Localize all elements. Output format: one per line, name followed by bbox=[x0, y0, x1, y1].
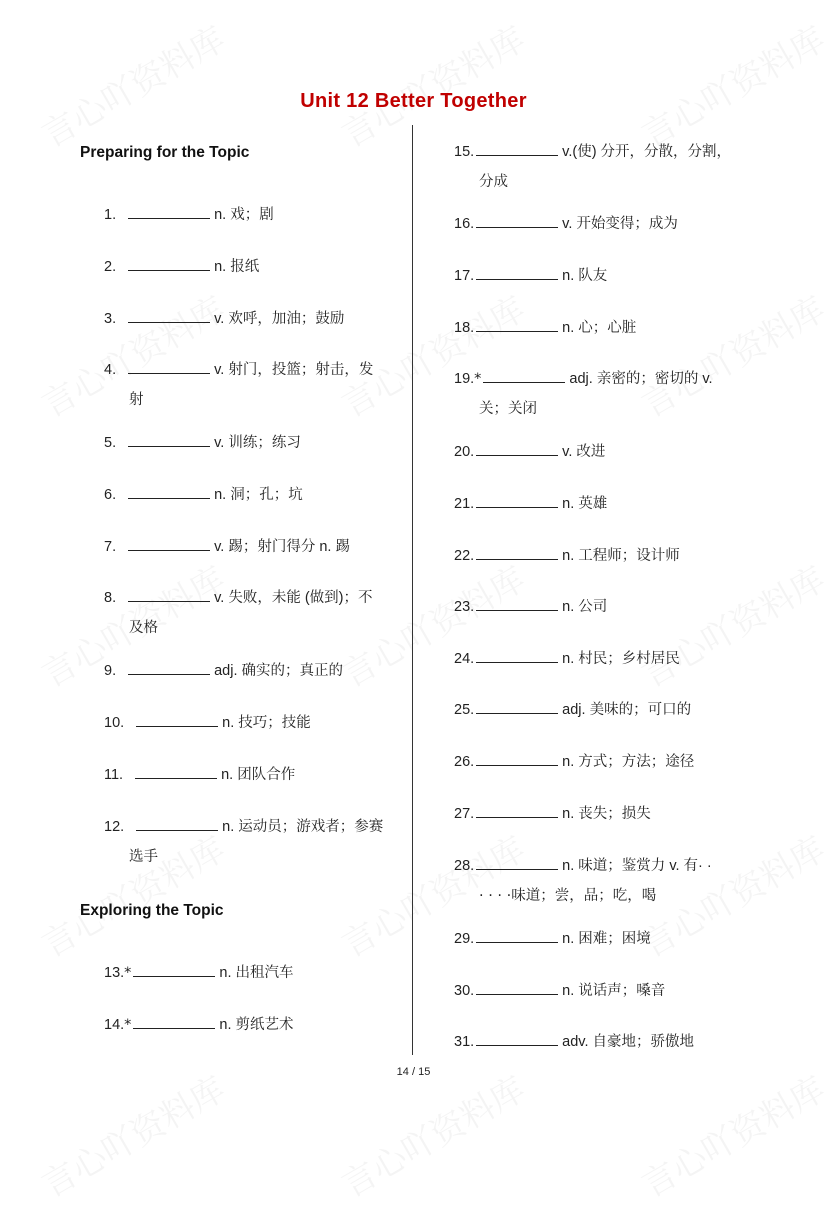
vocab-item bbox=[454, 648, 680, 669]
vocab-item bbox=[454, 141, 731, 162]
item-meaning: n. 报纸 bbox=[214, 259, 260, 275]
item-number: 15. bbox=[454, 144, 475, 160]
watermark-text bbox=[631, 12, 827, 156]
vocab-item bbox=[454, 699, 691, 720]
item-meaning: v. 失败，未能 (做到)；不 bbox=[214, 590, 373, 606]
item-meaning: n. 团队合作 bbox=[221, 767, 296, 783]
answer-blank[interactable] bbox=[136, 816, 218, 831]
vocab-item bbox=[104, 660, 343, 681]
item-number: 14. bbox=[104, 1017, 125, 1033]
item-meaning: n. 技巧；技能 bbox=[222, 715, 311, 731]
vocab-item bbox=[104, 962, 294, 983]
item-meaning: adv. 自豪地；骄傲地 bbox=[562, 1034, 695, 1050]
item-meaning: n. 剪纸艺术 bbox=[219, 1017, 294, 1033]
item-number: 5. bbox=[104, 435, 117, 451]
item-meaning: adj. 亲密的；密切的 v. bbox=[569, 371, 713, 387]
item-meaning: n. 运动员；游戏者；参赛 bbox=[222, 819, 384, 835]
answer-blank[interactable] bbox=[476, 855, 558, 870]
answer-blank[interactable] bbox=[128, 204, 210, 219]
item-number: 20. bbox=[454, 444, 475, 460]
section-heading-preparing: Preparing for the Topic bbox=[80, 144, 250, 161]
item-meaning-continued: 及格 bbox=[129, 620, 158, 636]
watermark-text bbox=[331, 552, 532, 696]
answer-blank[interactable] bbox=[476, 648, 558, 663]
answer-blank[interactable] bbox=[128, 536, 210, 551]
vocab-item bbox=[454, 317, 636, 338]
vocab-item bbox=[454, 980, 665, 1001]
item-number: 10. bbox=[104, 715, 125, 731]
item-meaning: v. 踢；射门得分 n. 踢 bbox=[214, 539, 350, 555]
item-number: 7. bbox=[104, 539, 117, 555]
vocab-item bbox=[104, 536, 350, 557]
item-number: 22. bbox=[454, 548, 475, 564]
vocab-item bbox=[454, 596, 607, 617]
item-number: 11. bbox=[104, 767, 124, 783]
item-meaning: v. 训练；练习 bbox=[214, 435, 301, 451]
answer-blank[interactable] bbox=[136, 712, 218, 727]
vocab-item bbox=[104, 816, 383, 837]
section-heading-exploring: Exploring the Topic bbox=[80, 902, 224, 919]
vocab-item bbox=[104, 712, 311, 733]
item-number: 30. bbox=[454, 983, 475, 999]
answer-blank[interactable] bbox=[476, 803, 558, 818]
item-number: 27. bbox=[454, 806, 475, 822]
watermark-text bbox=[631, 822, 827, 966]
item-number: 18. bbox=[454, 320, 475, 336]
vocab-item bbox=[104, 256, 259, 277]
watermark-text bbox=[331, 12, 532, 156]
item-meaning: v. 改进 bbox=[562, 444, 606, 460]
item-meaning: adj. 确实的；真正的 bbox=[214, 663, 344, 679]
answer-blank[interactable] bbox=[128, 660, 210, 675]
item-meaning: n. 丧失；损失 bbox=[562, 806, 651, 822]
item-meaning-continued: 射 bbox=[129, 392, 144, 408]
vocab-item bbox=[454, 493, 607, 514]
item-number: 6. bbox=[104, 487, 117, 503]
vocab-item bbox=[104, 764, 295, 785]
item-number: 19. bbox=[454, 371, 475, 387]
item-star: * bbox=[124, 965, 132, 981]
watermark-text bbox=[631, 552, 827, 696]
item-star: * bbox=[124, 1017, 132, 1033]
item-meaning: v. 射门，投篮；射击，发 bbox=[214, 362, 374, 378]
vocab-item bbox=[104, 359, 373, 380]
watermark-text bbox=[631, 282, 827, 426]
vocab-item bbox=[454, 265, 607, 286]
vocab-item bbox=[454, 855, 712, 876]
item-meaning: n. 村民；乡村居民 bbox=[562, 651, 680, 667]
answer-blank[interactable] bbox=[133, 962, 215, 977]
item-number: 24. bbox=[454, 651, 475, 667]
item-meaning: n. 洞；孔；坑 bbox=[214, 487, 303, 503]
item-meaning-continued: 分成 bbox=[479, 174, 508, 190]
item-number: 29. bbox=[454, 931, 475, 947]
answer-blank[interactable] bbox=[476, 213, 558, 228]
item-meaning: n. 公司 bbox=[562, 599, 608, 615]
item-meaning: n. 困难；困境 bbox=[562, 931, 651, 947]
item-number: 13. bbox=[104, 965, 125, 981]
page-number: 14 / 15 bbox=[396, 1066, 431, 1078]
item-number: 8. bbox=[104, 590, 117, 606]
answer-blank[interactable] bbox=[476, 1031, 558, 1046]
vocab-item bbox=[104, 432, 301, 453]
item-meaning-continued: · · · ·味道；尝，品；吃，喝 bbox=[479, 888, 657, 904]
item-meaning-continued: 关；关闭 bbox=[479, 401, 537, 417]
item-number: 3. bbox=[104, 311, 117, 327]
item-number: 28. bbox=[454, 858, 475, 874]
answer-blank[interactable] bbox=[476, 545, 558, 560]
page-title: Unit 12 Better Together bbox=[300, 90, 527, 112]
item-number: 31. bbox=[454, 1034, 475, 1050]
item-number: 26. bbox=[454, 754, 475, 770]
item-number: 17. bbox=[454, 268, 475, 284]
vocab-item bbox=[104, 204, 274, 225]
vocab-item bbox=[454, 368, 713, 389]
item-meaning: n. 方式；方法；途径 bbox=[562, 754, 695, 770]
answer-blank[interactable] bbox=[128, 308, 210, 323]
answer-blank[interactable] bbox=[135, 764, 217, 779]
item-meaning: n. 心；心脏 bbox=[562, 320, 637, 336]
vocab-item bbox=[454, 213, 678, 234]
answer-blank[interactable] bbox=[476, 928, 558, 943]
item-meaning: v.(使) 分开，分散，分割， bbox=[562, 144, 732, 160]
watermark-text bbox=[31, 12, 232, 156]
column-divider bbox=[412, 125, 413, 1055]
watermark-text bbox=[631, 1062, 827, 1206]
item-number: 9. bbox=[104, 663, 117, 679]
vocab-item bbox=[104, 308, 344, 329]
answer-blank[interactable] bbox=[128, 587, 210, 602]
answer-blank[interactable] bbox=[476, 493, 558, 508]
answer-blank[interactable] bbox=[128, 432, 210, 447]
vocab-item bbox=[454, 803, 651, 824]
watermark-text bbox=[331, 1062, 532, 1206]
answer-blank[interactable] bbox=[128, 256, 210, 271]
answer-blank[interactable] bbox=[476, 317, 558, 332]
item-meaning: n. 戏；剧 bbox=[214, 207, 274, 223]
item-number: 12. bbox=[104, 819, 125, 835]
item-meaning: n. 说话声；嗓音 bbox=[562, 983, 666, 999]
item-meaning: n. 工程师；设计师 bbox=[562, 548, 680, 564]
item-meaning: adj. 美味的；可口的 bbox=[562, 702, 692, 718]
vocab-item bbox=[454, 751, 694, 772]
answer-blank[interactable] bbox=[476, 141, 558, 156]
item-meaning-continued: 选手 bbox=[129, 849, 158, 865]
vocab-item bbox=[454, 545, 680, 566]
item-meaning: n. 出租汽车 bbox=[219, 965, 294, 981]
vocab-item bbox=[104, 587, 373, 608]
answer-blank[interactable] bbox=[476, 980, 558, 995]
item-meaning: v. 欢呼，加油；鼓励 bbox=[214, 311, 345, 327]
item-number: 2. bbox=[104, 259, 117, 275]
answer-blank[interactable] bbox=[483, 368, 565, 383]
answer-blank[interactable] bbox=[476, 751, 558, 766]
answer-blank[interactable] bbox=[133, 1014, 215, 1029]
item-meaning: n. 队友 bbox=[562, 268, 608, 284]
answer-blank[interactable] bbox=[128, 484, 210, 499]
item-meaning: n. 味道；鉴赏力 v. 有· · bbox=[562, 858, 712, 874]
item-meaning: n. 英雄 bbox=[562, 496, 608, 512]
item-number: 25. bbox=[454, 702, 475, 718]
item-number: 21. bbox=[454, 496, 475, 512]
item-number: 1. bbox=[104, 207, 117, 223]
vocab-item bbox=[454, 1031, 694, 1052]
item-meaning: v. 开始变得；成为 bbox=[562, 216, 678, 232]
watermark-text bbox=[31, 1062, 232, 1206]
vocab-item bbox=[454, 441, 605, 462]
item-number: 4. bbox=[104, 362, 117, 378]
answer-blank[interactable] bbox=[128, 359, 210, 374]
watermark-text bbox=[31, 822, 232, 966]
answer-blank[interactable] bbox=[476, 441, 558, 456]
item-star: * bbox=[474, 371, 482, 387]
item-number: 16. bbox=[454, 216, 475, 232]
vocab-item bbox=[104, 1014, 294, 1035]
vocab-item bbox=[104, 484, 303, 505]
answer-blank[interactable] bbox=[476, 596, 558, 611]
answer-blank[interactable] bbox=[476, 699, 558, 714]
answer-blank[interactable] bbox=[476, 265, 558, 280]
vocab-item bbox=[454, 928, 651, 949]
item-number: 23. bbox=[454, 599, 475, 615]
